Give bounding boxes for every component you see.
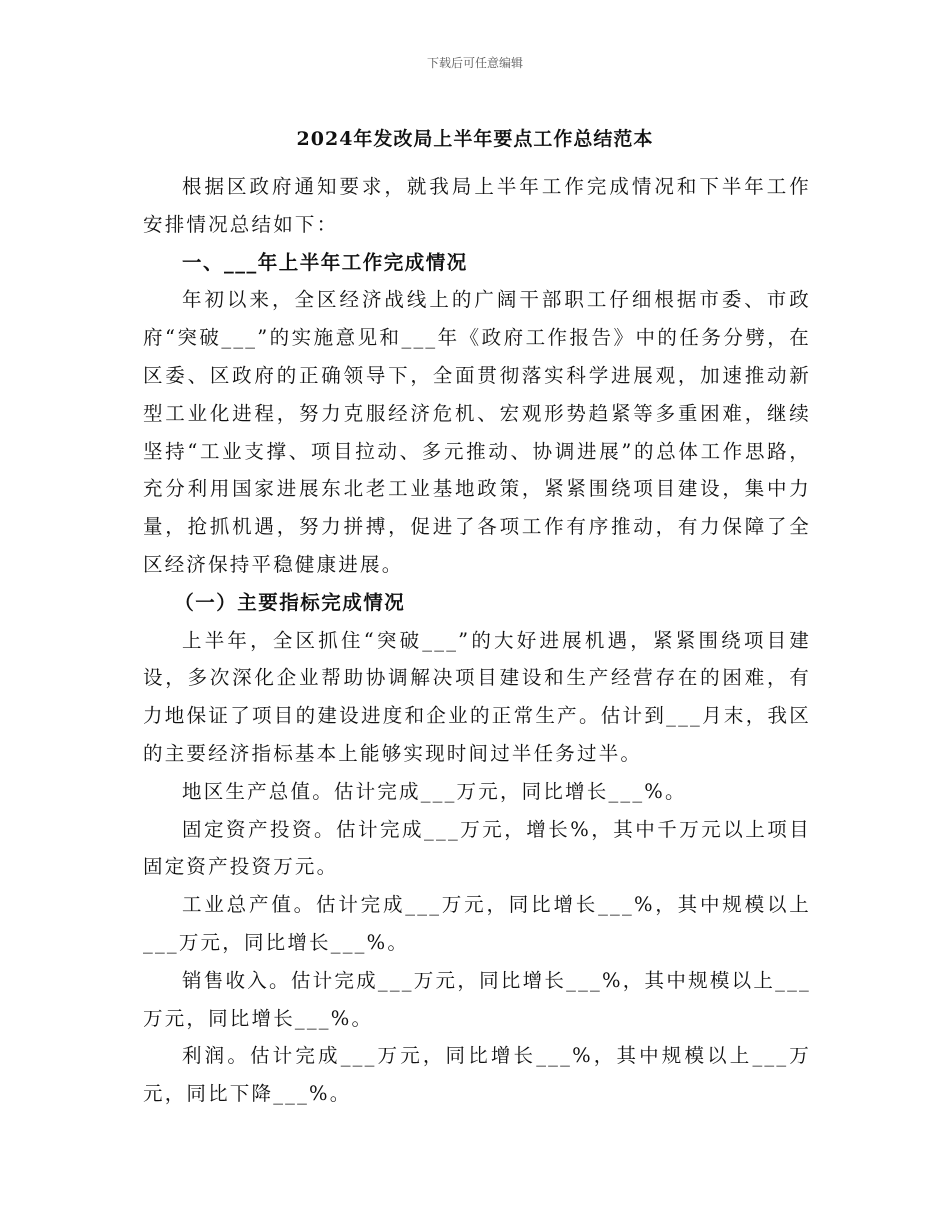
indicator-industrial-output: 工业总产值。估计完成___万元，同比增长___%，其中规模以上___万元，同比增长___%。 (143, 893, 811, 954)
document-body (143, 168, 811, 1113)
subsection-heading: （一）主要指标完成情况 (174, 590, 406, 614)
indicator-profit: 利润。估计完成___万元，同比增长___%，其中规模以上___万元，同比下降___%。 (143, 1044, 811, 1106)
section-heading: 一、___年上半年工作完成情况 (182, 250, 468, 274)
body-paragraph: 年初以来，全区经济战线上的广阔干部职工仔细根据市委、市政府“突破___”的实施意见和___年《政府工作报告》中的任务分劈，在区委、区政府的正确领导下，全面贯彻落实科学进展观，加速推动新型工业化进程，努力克服经济危机、宏观形势趋紧等多重困难，继续坚持“工业支撑、项目拉动、多元推动、协调进展”的总体工作思路，充分利用国家进展东北老工业基地政策，紧紧围绕项目建设，集中力量，抢抓机遇，努力拼搏，促进了各项工作有序推动，有力保障了全区经济保持平稳健康进展。 (143, 288, 811, 576)
indicator-sales-revenue: 销售收入。估计完成___万元，同比增长___%，其中规模以上___万元，同比增长___%。 (143, 968, 811, 1030)
body-paragraph: 上半年，全区抓住“突破___”的大好进展机遇，紧紧围绕项目建设，多次深化企业帮助协调解决项目建设和生产经营存在的困难，有力地保证了项目的建设进度和企业的正常生产。估计到___月末，我区的主要经济指标基本上能够实现时间过半任务过半。 (143, 628, 811, 765)
document-title: 2024年发改局上半年要点工作总结范本 (296, 128, 654, 150)
indicator-gdp: 地区生产总值。估计完成___万元，同比增长___%。 (182, 779, 687, 803)
indicator-fixed-asset-investment: 固定资产投资。估计完成___万元，增长%，其中千万元以上项目固定资产投资万元。 (143, 817, 811, 879)
intro-paragraph: 根据区政府通知要求，就我局上半年工作完成情况和下半年工作安排情况总结如下： (143, 175, 811, 236)
header-note: 下载后可任意编辑 (426, 56, 523, 70)
